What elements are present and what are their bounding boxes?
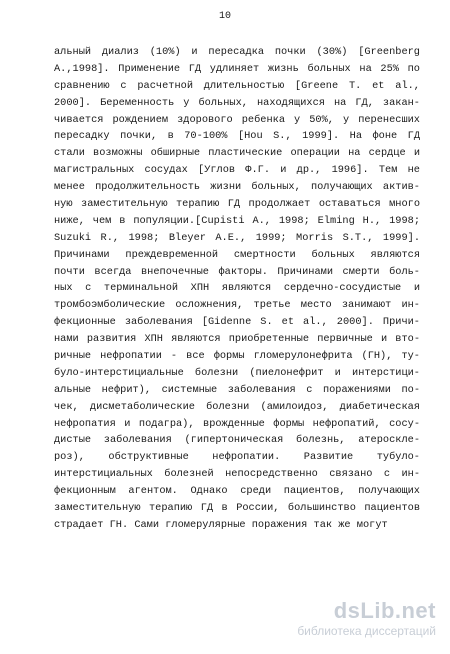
text-line: страдает ГН. Сами гломерулярные поражения так же могут bbox=[54, 518, 388, 531]
text-line: дистые заболевания (гипертоническая болезнь, атероскле- bbox=[54, 434, 420, 447]
text-line: пересадку почки, в 70-100% [Hou S., 1999]. На фоне ГД bbox=[54, 130, 420, 143]
text-line: Suzuki R., 1998; Bleyer A.E., 1999; Morris S.T., 1999]. bbox=[54, 231, 420, 244]
text-line: роз), обструктивные нефропатии. Развитие тубуло- bbox=[54, 451, 420, 464]
text-line: альный диализ (10%) и пересадка почки (30%) [Greenberg bbox=[54, 46, 420, 58]
body-text bbox=[54, 44, 420, 534]
text-line: почти всегда внепочечные факторы. Причинами смерти боль- bbox=[54, 265, 420, 278]
text-line: альные нефрит), системные заболевания с поражениями по- bbox=[54, 383, 420, 396]
text-line: стали возможны обширные пластические операции на сердце и bbox=[54, 147, 420, 160]
text-line: ниже, чем в популяции.[Cupisti A., 1998; Elming H., 1998; bbox=[54, 214, 420, 227]
text-line: магистральных сосудах [Углов Ф.Г. и др., 1996]. Тем не bbox=[54, 164, 420, 177]
text-line: тромбоэмболические осложнения, третье место занимают ин- bbox=[54, 299, 420, 312]
text-line: ных с терминальной ХПН являются сердечно-сосудистые и bbox=[54, 282, 420, 295]
text-line: A.,1998]. Применение ГД удлиняет жизнь больных на 25% по bbox=[54, 62, 420, 75]
page-number: 10 bbox=[218, 11, 231, 22]
text-line: нами развития ХПН являются приобретенные первичные и вто- bbox=[54, 333, 420, 346]
text-line: менее продолжительность жизни больных, получающих актив- bbox=[54, 181, 420, 194]
text-line: интерстициальных болезней непосредственно связано с ин- bbox=[54, 468, 420, 481]
text-line: ричные нефропатии - все формы гломерулонефрита (ГН), ту- bbox=[54, 350, 420, 363]
text-line: Причинами преждевременной смертности больных являются bbox=[54, 248, 420, 261]
text-line: нефропатия и подагра), врожденные формы нефропатий, сосу- bbox=[54, 417, 420, 430]
watermark-subtitle: библиотека диссертаций bbox=[297, 624, 436, 638]
text-line: заместительную терапию ГД в России, большинство пациентов bbox=[54, 502, 420, 515]
text-line: чивается рождением здорового ребенка у 50%, у перенесших bbox=[54, 113, 420, 126]
text-line: сравнению с расчетной длительностью [Greene T. et al., bbox=[54, 79, 420, 92]
text-line: чек, дисметаболические болезни (амилоидоз, диабетическая bbox=[54, 400, 420, 413]
text-line: фекционным агентом. Однако среди пациентов, получающих bbox=[54, 485, 420, 498]
text-line: було-интерстициальные болезни (пиелонефрит и интерстици- bbox=[54, 366, 420, 379]
text-line: фекционные заболевания [Gidenne S. et al., 2000]. Причи- bbox=[54, 316, 420, 329]
text-line: ную заместительную терапию ГД продолжает оставаться много bbox=[54, 198, 420, 211]
watermark-logo: dsLib.net bbox=[333, 598, 436, 623]
text-line: 2000]. Беременность у больных, находящихся на ГД, закан- bbox=[54, 96, 420, 109]
watermark bbox=[286, 598, 436, 642]
